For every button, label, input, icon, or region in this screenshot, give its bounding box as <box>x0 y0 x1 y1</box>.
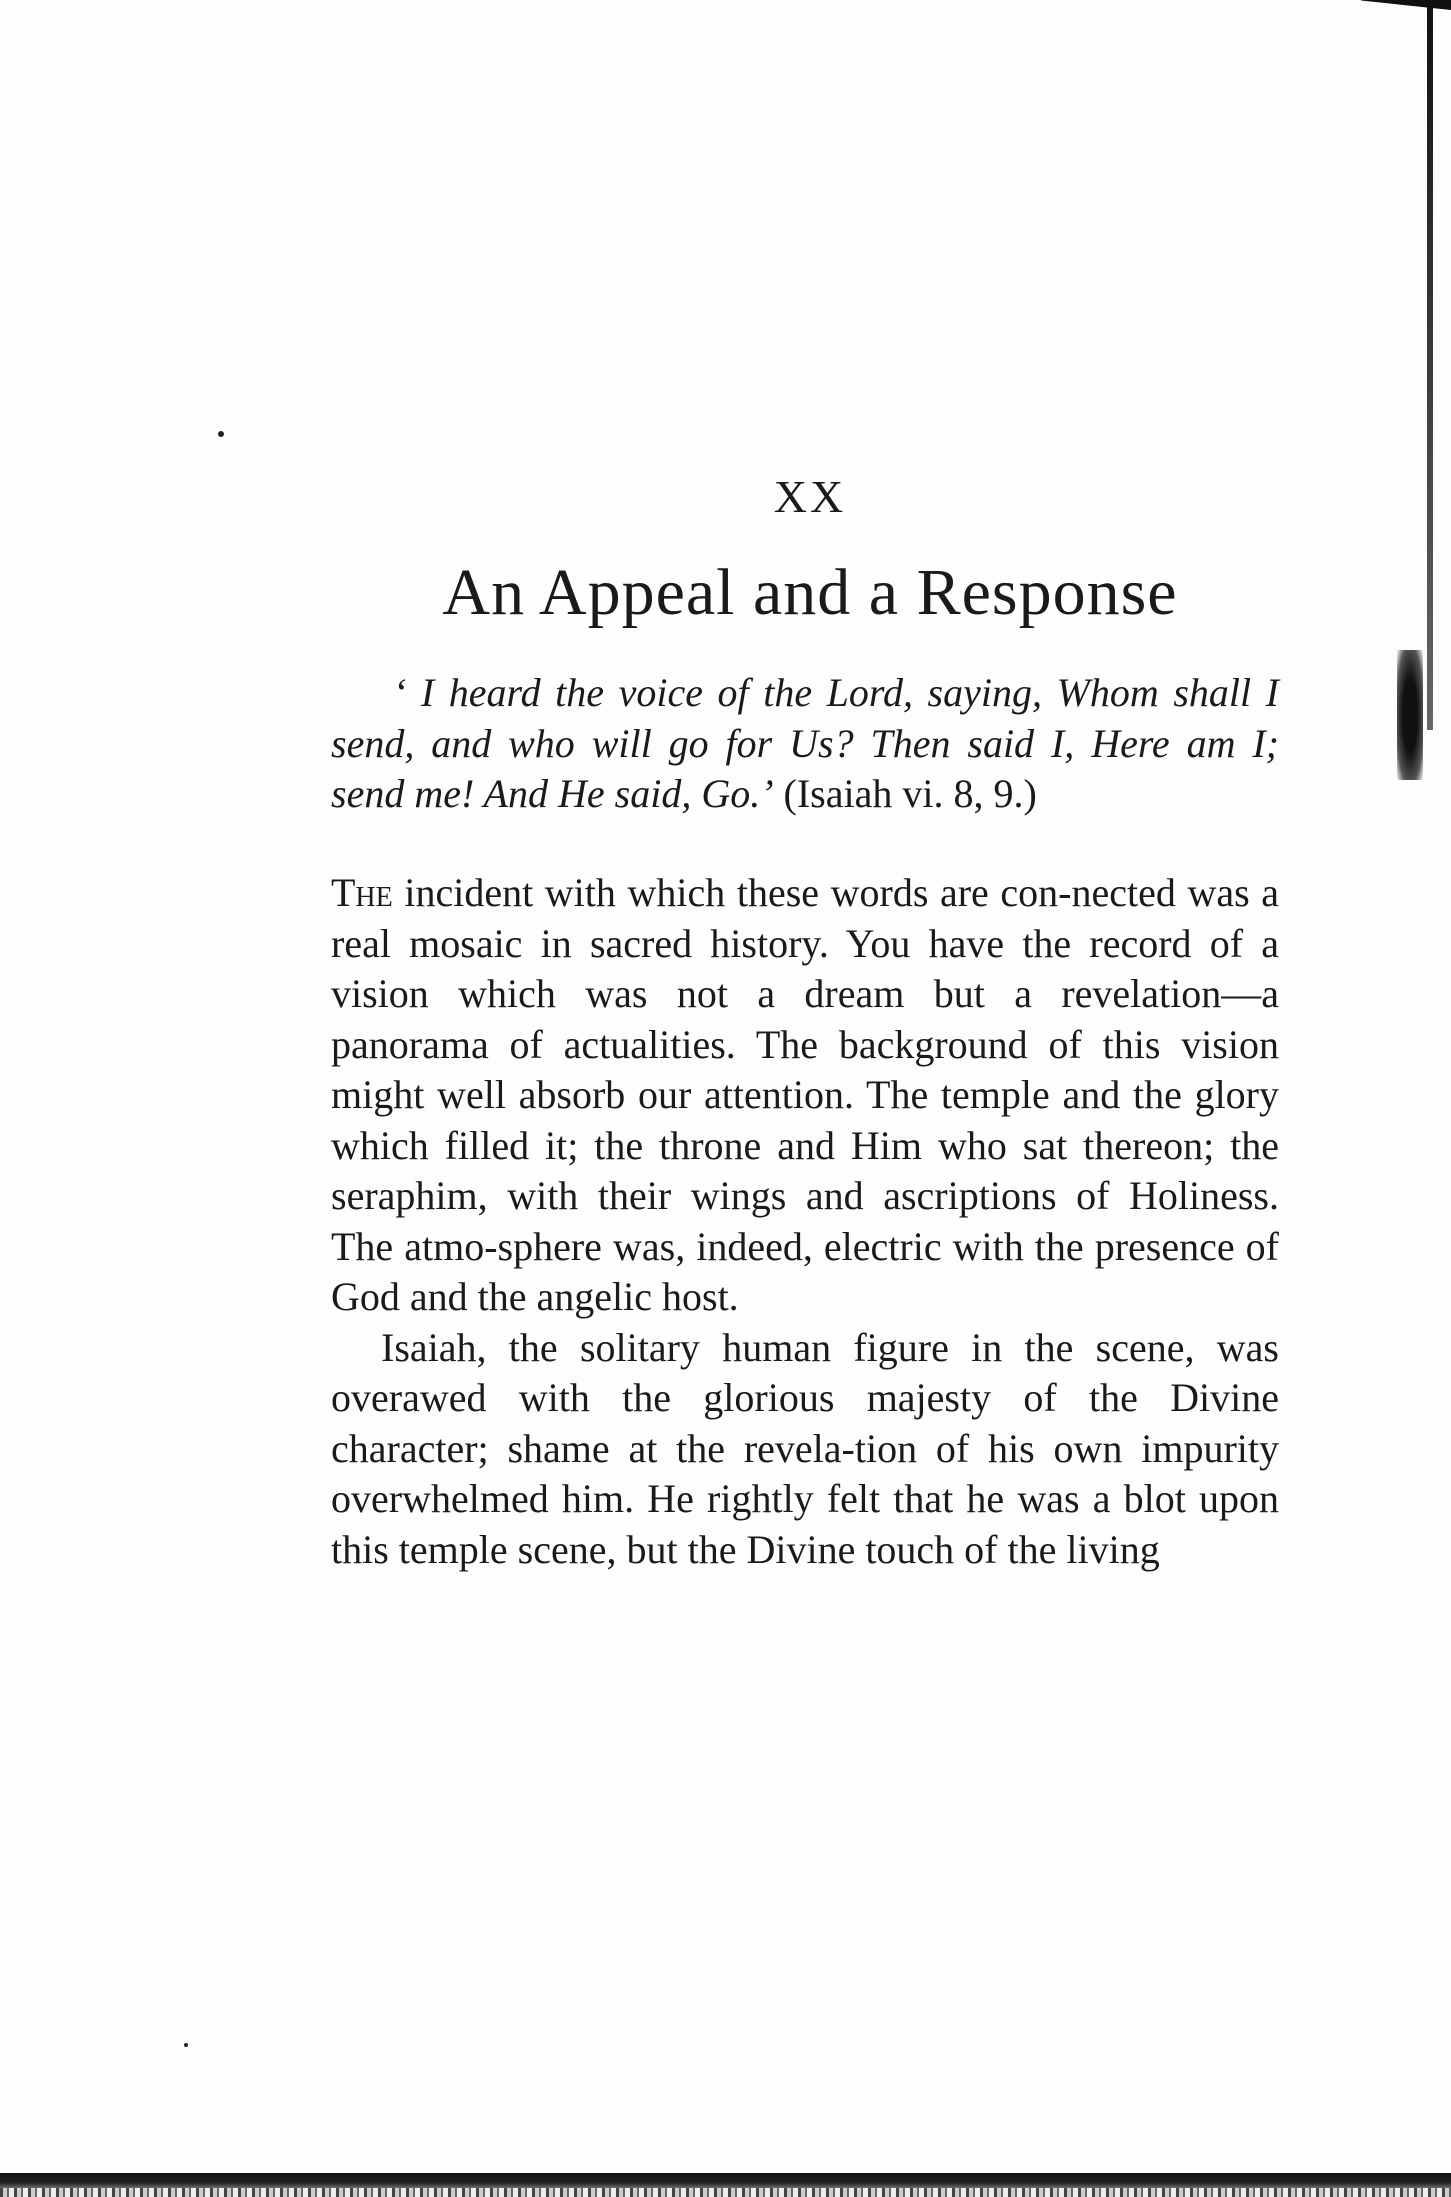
paragraph-lead-word: The <box>331 870 393 915</box>
chapter-number: XX <box>773 471 847 522</box>
paragraph-1 <box>331 868 1279 1323</box>
paragraph-2: Isaiah, the solitary human figure in the scene, was overawed with the glorious majesty of the Divine character; shame at the revela-tion of his own impurity overwhelmed him. He rightly felt that he was a blot upon this temple scene, but the Divine touch of the living <box>331 1324 1279 1572</box>
paragraph-1-text: incident with which these words are con-nected was a real mosaic in sacred history. You have the record of a vision which was not a dream but a revelation—a panorama of actualities. The background of this vision might well absorb our attention. The temple and the glory which filled it; the throne and Him who sat thereon; the seraphim, with their wings and ascriptions of Holiness. The atmo-sphere was, indeed, electric with the presence of God and the angelic host. <box>331 870 1279 1319</box>
scan-edge-bottom-noise <box>0 2188 1451 2197</box>
scan-edge-bottom <box>0 2173 1451 2189</box>
epigraph <box>331 668 1279 820</box>
epigraph-quote: ‘ I heard the voice of the Lord, saying, Whom shall I send, and who will go for Us? Then said I, Here am I; send me! And He said, Go.’ <box>331 670 1279 816</box>
body-text <box>331 868 1279 1575</box>
scan-speck <box>218 431 224 437</box>
epigraph-paragraph <box>331 668 1279 820</box>
scan-speck <box>184 2043 188 2047</box>
scan-edge-top <box>1361 0 1451 10</box>
scan-thumb-mark <box>1397 650 1423 780</box>
epigraph-reference: (Isaiah vi. 8, 9.) <box>783 771 1037 816</box>
scan-edge-right <box>1427 0 1433 730</box>
chapter-title: An Appeal and a Response <box>442 556 1178 629</box>
